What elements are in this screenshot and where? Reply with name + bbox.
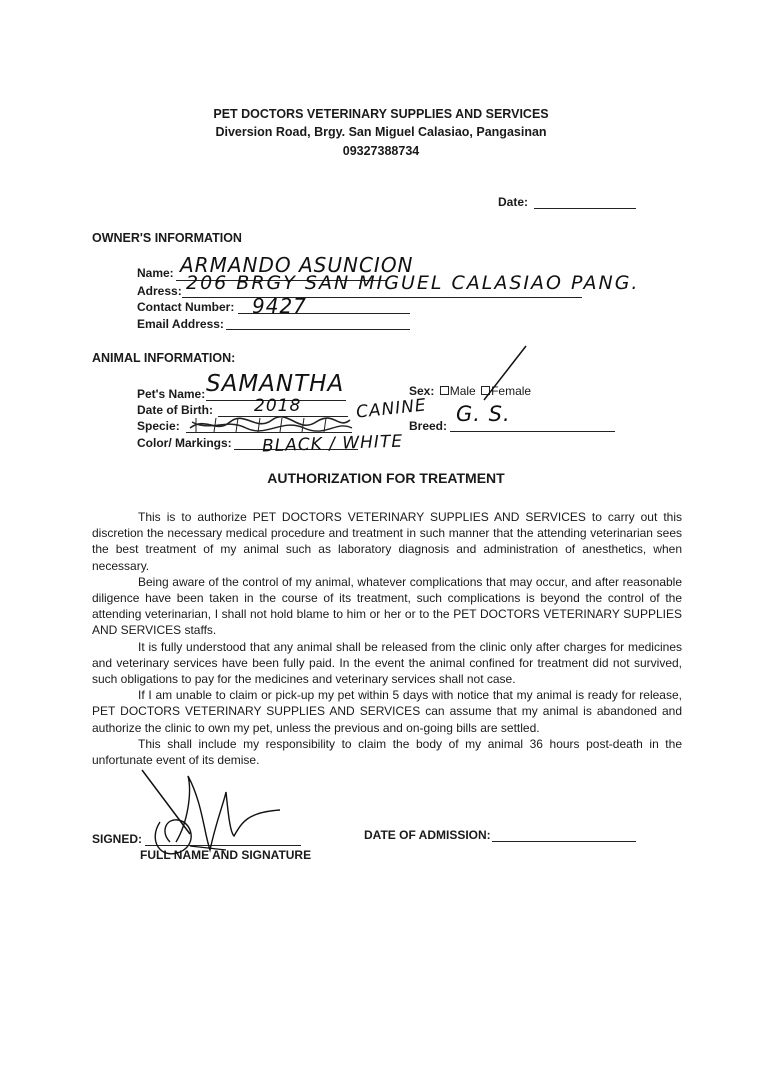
animal-section-title: ANIMAL INFORMATION: xyxy=(92,351,236,365)
dob-label: Date of Birth: xyxy=(137,403,213,417)
date-field[interactable] xyxy=(534,208,636,209)
paragraph: If I am unable to claim or pick-up my pet within 5 days with notice that my animal is ready for release, PET DOCTORS VETERINARY SUPPLIES AND SERVICES can assume that my animal is abandoned and authorize the clinic to own my pet, unless the previous and on-going bills are settled. xyxy=(92,688,682,735)
contact-number-value: 9427 xyxy=(252,294,307,318)
email-label: Email Address: xyxy=(137,317,224,331)
paragraph: Being aware of the control of my animal, whatever complications that may occur, and after reasonable diligence have been taken in the course of its treatment, such complications is beyond the control of the attending veterinarian, I shall not hold blame to him or her or to the PET DOCTORS VETERINARY SUPPLIES AND SERVICES staffs. xyxy=(92,574,682,638)
sex-male-checkbox[interactable] xyxy=(440,386,449,395)
signature-caption: FULL NAME AND SIGNATURE xyxy=(140,848,312,862)
owner-address-label: Adress: xyxy=(137,284,182,298)
business-name: PET DOCTORS VETERINARY SUPPLIES AND SERVICES xyxy=(213,107,549,121)
paragraph: It is fully understood that any animal shall be released from the clinic only after charges for medicines and veterinary services have been fully paid. In the event the animal confined for treatment did not survived, such obligations to pay for the medicines and veterinary services shall not case. xyxy=(92,639,682,687)
color-markings-value: BLACK / WHITE xyxy=(261,431,404,457)
date-of-admission-field[interactable] xyxy=(492,841,636,842)
specie-value: CANINE xyxy=(355,395,428,423)
owner-address-value: 206 BRGY SAN MIGUEL CALASIAO PANG. xyxy=(186,272,640,294)
color-markings-label: Color/ Markings: xyxy=(137,436,232,450)
authorization-body xyxy=(92,509,682,768)
business-address: Diversion Road, Brgy. San Miguel Calasiao, Pangasinan xyxy=(215,125,547,139)
pet-name-value: SAMANTHA xyxy=(206,371,345,397)
owner-section-title: OWNER'S INFORMATION xyxy=(92,231,242,245)
email-field[interactable] xyxy=(226,329,410,330)
breed-field[interactable] xyxy=(450,431,615,432)
owner-name-label: Name: xyxy=(137,266,174,280)
sex-female-label: Female xyxy=(491,384,532,398)
owner-name-value: ARMANDO ASUNCION xyxy=(180,253,414,277)
owner-address-field[interactable] xyxy=(182,297,582,298)
business-phone: 09327388734 xyxy=(342,144,420,158)
pet-name-label: Pet's Name: xyxy=(137,387,206,401)
specie-label: Specie: xyxy=(137,419,180,433)
contact-number-label: Contact Number: xyxy=(137,300,235,314)
date-of-admission-label: DATE OF ADMISSION: xyxy=(364,828,491,842)
sex-label: Sex: xyxy=(409,384,435,398)
paragraph: This shall include my responsibility to claim the body of my animal 36 hours post-death in the unfortunate event of its demise. xyxy=(92,736,682,768)
sex-male-label: Male xyxy=(449,384,476,398)
date-label: Date: xyxy=(498,195,529,209)
dob-value: 2018 xyxy=(254,396,302,416)
handwritten-signature xyxy=(130,762,300,862)
breed-label: Breed: xyxy=(409,419,448,433)
paragraph: This is to authorize PET DOCTORS VETERINARY SUPPLIES AND SERVICES to carry out this discretion the necessary medical procedure and treatment in such manner that the attending veterinarian sees the best treatment of my animal such as laboratory diagnosis and administration of anesthetics, when necessary. xyxy=(92,510,682,573)
breed-value: G. S. xyxy=(456,402,511,426)
authorization-title: AUTHORIZATION FOR TREATMENT xyxy=(267,470,505,486)
signed-label: SIGNED: xyxy=(92,832,143,846)
scribble-strikeout xyxy=(186,414,356,436)
